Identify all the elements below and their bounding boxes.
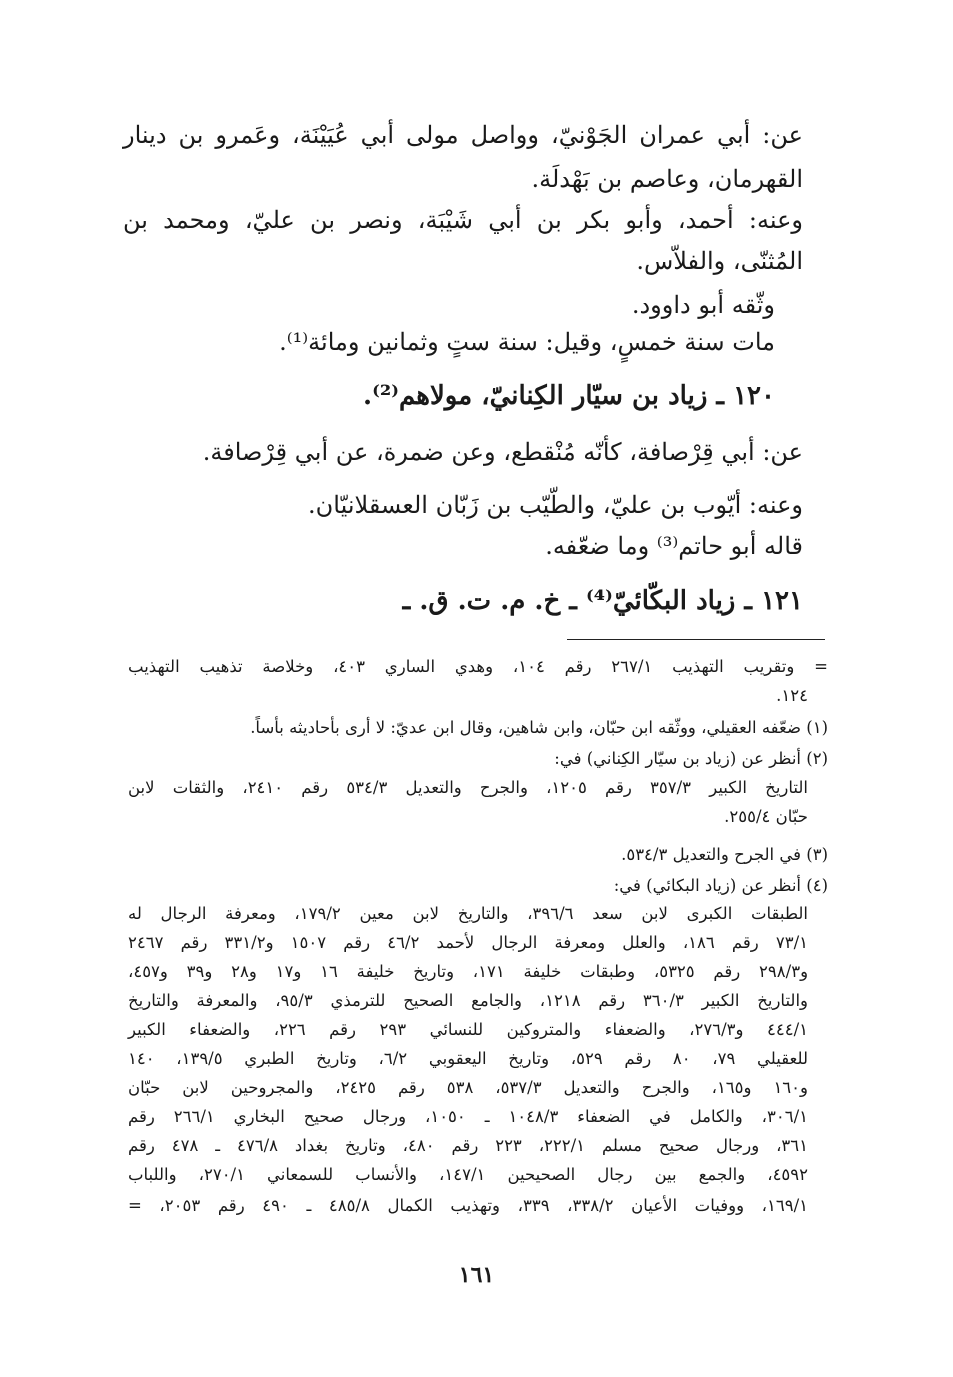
footnote-3: (٣) في الجرح والتعديل ٥٣٤/٣. [621,845,828,864]
main-text-line: وثّقه أبو داوود. [631,291,775,319]
footnote-line: التاريخ الكبير ٣٥٧/٣ رقم ١٢٠٥، والجرح والتعديل ٥٣٤/٣ رقم ٢٤١٠، والثقات لابن [128,778,808,797]
footnote-line: الطبقات الكبرى لابن سعد ٣٩٦/٦، والتاريخ لابن معين ١٧٩/٢، ومعرفة الرجال له [128,904,808,923]
main-text-line: عن: أبي قِرْصافة، كأنّه مُنْقطع، وعن ضمرة، عن أبي قِرْصافة. [202,438,803,466]
main-text-line: عن: أبي عمران الجَوْنيّ، وواصل مولى أبي عُيَيْنَة، وعَمرو بن دينار [123,121,803,149]
footnote-line: والتاريخ الكبير ٣٦٠/٣ رقم ١٢١٨، والجامع الصحيح للترمذي ٩٥/٣، والمعرفة والتاريخ [128,991,809,1010]
footnote-4: (٤) أنظر عن (زياد البكائي) في: [613,876,828,895]
footnote-line: ٤٤٤/١ و٢٧٦/٣، والضعفاء والمتروكين للنسائي ٢٩٣ رقم ٢٢٦، والضعفاء الكبير [128,1020,808,1039]
main-text-line: وعنه: أحمد، وأبو بكر بن أبي شَيْبَة، ونصر بن عليّ، ومحمد بن [123,206,803,234]
footnote-line: و١٦٠ و١٦٥، والجرح والتعديل ٥٣٧/٣، ٥٣٨ رقم ٢٤٢٥، والمجروحين لابن حبّان [128,1078,808,1097]
main-text-line: القهرمان، وعاصم بن بَهْدلَة. [531,165,803,193]
main-text-line: المُثنّى، والفلاّس. [636,247,803,275]
entry-heading-120: ١٢٠ ـ زياد بن سيّار الكِنانيّ، مولاهم⁽²⁾. [363,381,775,411]
footnote-line: ٣٠٦/١، والكامل في الضعفاء ١٠٤٨/٣ ـ ١٠٥٠، ورجال صحيح البخاري ٢٦٦/١ رقم [128,1107,808,1126]
footnote-1: (١) ضعّفه العقيلي، ووثّقه ابن حبّان، وابن شاهين، وقال ابن عديّ: لا أرى بأحاديثه بأساً. [250,718,828,737]
footnote-line: ٣٦١، ورجال صحيح مسلم ٢٢٢/١، ٢٢٣ رقم ٤٨٠، وتاريخ بغداد ٤٧٦/٨ ـ ٤٧٨ رقم [128,1136,809,1155]
footnote-line: ١٢٤. [776,686,808,705]
footnote-line: ٧٣/١ رقم ١٨٦، والعلل ومعرفة الرجال لأحمد ٤٦/٢ رقم ١٥٠٧ و٣٣١/٢ رقم ٢٤٦٧ [128,933,808,952]
footnote-line: و٢٩٨/٣ رقم ٥٣٢٥، وطبقات خليفة ١٧١، وتاريخ خليفة ١٦ و١٧ و٢٨ و٣٩ و٤٥٧، [128,962,809,981]
footnote-line: = وتقريب التهذيب ٢٦٧/١ رقم ١٠٤، وهدي الساري ٤٠٣، وخلاصة تذهيب التهذيب [128,657,828,676]
page-number: ١٦١ [458,1262,495,1288]
footnote-line: ٤٥٩٢، والجمع بين رجال الصحيحين ١٤٧/١، والأنساب للسمعاني ٢٧٠/١، واللباب [128,1165,809,1184]
footnote-2: (٢) أنظر عن (زياد بن سيّار الكِناني) في: [554,749,828,768]
entry-heading-121: ١٢١ ـ زياد البكّائيّ⁽⁴⁾ ـ خ. م. ت. ق. ـ [402,586,803,616]
main-text-line: وعنه: أيّوب بن عليّ، والطّيّب بن زَبّان العسقلانيّان. [308,491,803,519]
footnote-line: ١٦٩/١، ووفيات الأعيان ٣٣٨/٢، ٣٣٩، وتهذيب الكمال ٤٨٥/٨ ـ ٤٩٠ رقم ٢٠٥٣، = [128,1196,808,1215]
footnote-line: حبّان ٢٥٥/٤. [724,807,808,826]
main-text-line: قاله أبو حاتم⁽³⁾ وما ضعّفه. [545,532,803,560]
footnote-separator [567,639,825,640]
footnote-line: للعقيلي ٧٩، ٨٠ رقم ٥٢٩، وتاريخ اليعقوبي ٦/٢، وتاريخ الطبري ١٣٩/٥، ١٤٠ [128,1049,809,1068]
main-text-line: مات سنة خمسٍ، وقيل: سنة ستٍ وثمانين ومائة⁽¹⁾. [279,328,775,356]
